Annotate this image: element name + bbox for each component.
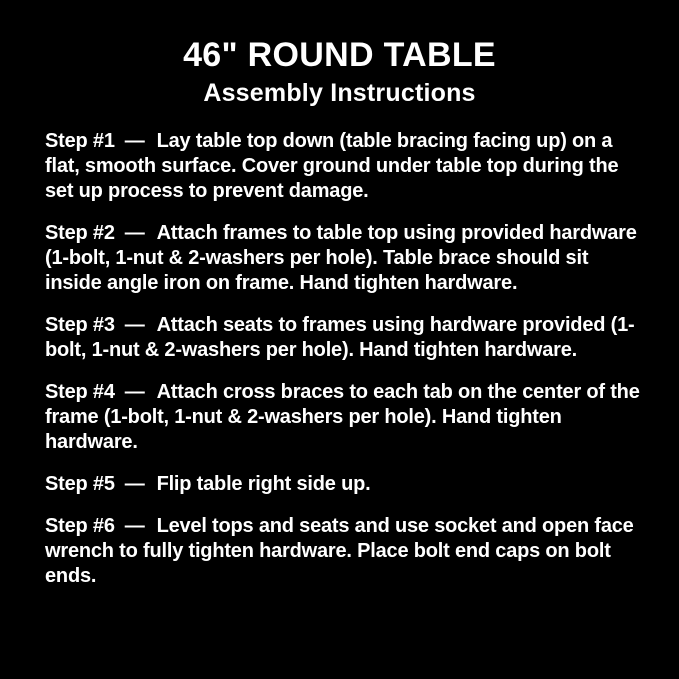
step-1 [45, 129, 650, 204]
header [0, 0, 679, 107]
page-title: 46" ROUND TABLE [183, 36, 496, 74]
page-subtitle: Assembly Instructions [203, 79, 476, 107]
step-4-text: Attach cross braces to each tab on the center of the frame (1-bolt, 1-nut & 2-washers per hole). Hand tighten hardware. [45, 381, 640, 453]
step-5-label: Step #5 [45, 473, 115, 495]
step-6-dash: — [124, 515, 145, 537]
step-1-text: Lay table top down (table bracing facing up) on a flat, smooth surface. Cover ground under table top during the set up process to prevent damage. [45, 130, 619, 202]
step-4-dash: — [124, 381, 145, 403]
step-5-text: Flip table right side up. [156, 473, 371, 495]
step-5 [45, 472, 650, 497]
step-2-dash: — [124, 222, 145, 244]
step-6-text: Level tops and seats and use socket and open face wrench to fully tighten hardware. Place bolt end caps on bolt ends. [45, 515, 634, 587]
step-1-label: Step #1 [45, 130, 115, 152]
step-4 [45, 380, 650, 455]
step-3-text: Attach seats to frames using hardware provided (1-bolt, 1-nut & 2-washers per hole). Hand tighten hardware. [45, 314, 635, 361]
step-2-label: Step #2 [45, 222, 115, 244]
step-2 [45, 221, 650, 296]
step-6-label: Step #6 [45, 515, 115, 537]
step-2-text: Attach frames to table top using provided hardware (1-bolt, 1-nut & 2-washers per hole). Table brace should sit inside angle iron on frame. Hand tighten hardware. [45, 222, 637, 294]
steps-list [0, 107, 650, 589]
step-6 [45, 514, 650, 589]
step-1-dash: — [124, 130, 145, 152]
step-3 [45, 313, 650, 363]
step-4-label: Step #4 [45, 381, 115, 403]
step-5-dash: — [124, 473, 145, 495]
step-3-label: Step #3 [45, 314, 115, 336]
step-3-dash: — [124, 314, 145, 336]
